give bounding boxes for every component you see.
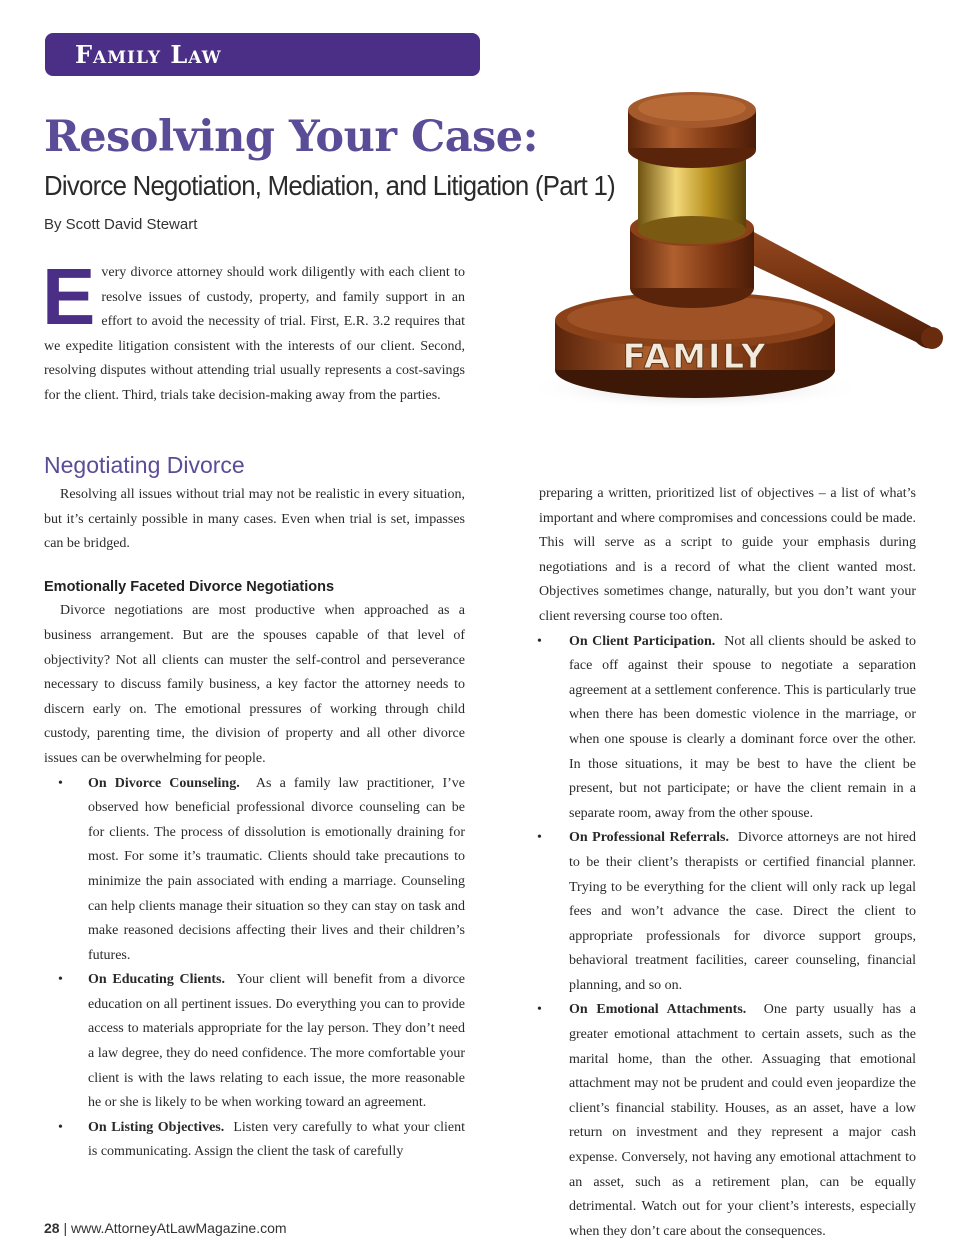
right-continuation: preparing a written, prioritized list of objectives – a list of what’s important and where compromises and concessions could be made. This will serve as a script to guide your emphasis during negotiations and is a record of what the client wanted most. Objectives sometimes change, naturally, but you don’t want your client reversing course too often. (539, 486, 916, 624)
list-item (44, 772, 465, 969)
right-column (539, 482, 916, 1244)
left-column (44, 483, 465, 1165)
intro-text: very divorce attorney should work diligently with each client to resolve issues of custody, property, and family support in an effort to avoid the necessity of trial. First, E.R. 3.2 requires that we expedite litigation consistent with the interests of our client. Second, resolving disputes without attending trial usually represents a cost-savings for the client. Third, trials take decision-making away from the parties. (44, 265, 465, 403)
bullet-lead: On Divorce Counseling. (88, 775, 240, 791)
bullet-lead: On Professional Referrals. (569, 830, 729, 846)
intro-paragraph (42, 252, 465, 409)
bullet-text: Not all clients should be asked to face off against their spouse to negotiate a separation agreement at a settlement conference. This is particularly true when there has been domestic violence in the marriage, or when one spouse is clearly a dominant force over the other. In those situations, it may be best to have the client be present, but not participate; or have the client remain in a separate room, away from the other spouse. (569, 633, 917, 821)
page-footer (44, 1220, 287, 1236)
bullet-text: One party usually has a greater emotional attachment to certain assets, such as the marital home, than the other. Assuaging that emotional attachment may not be prudent and could even jeopardize the client’s financial stability. Houses, as an asset, have a low return on investment and they represent a major cash expense. Conversely, not having any emotional attachment to an asset, such as a retirement plan, can be equally detrimental. Watch out for your client’s interests, especially when they don’t care about the consequences. (569, 1002, 916, 1239)
bullet-lead: On Emotional Attachments. (569, 1002, 747, 1018)
right-bullet-list (539, 630, 916, 1245)
byline: By Scott David Stewart (44, 216, 198, 233)
list-item (539, 826, 916, 998)
page-number: 28 (44, 1220, 60, 1236)
bullet-lead: On Educating Clients. (88, 972, 226, 988)
left-paragraph-1: Resolving all issues without trial may not be realistic in every situation, but it’s certainly possible in many cases. Even when trial is set, impasses can be bridged. (44, 487, 465, 552)
bullet-lead: On Client Participation. (569, 633, 716, 649)
section-banner-label: Family Law (75, 40, 222, 69)
bullet-lead: On Listing Objectives. (88, 1119, 225, 1135)
footer-site-link[interactable]: www.AttorneyAtLawMagazine.com (71, 1220, 287, 1236)
left-bullet-list (44, 772, 465, 1166)
list-item (44, 968, 465, 1116)
list-item (44, 1116, 465, 1165)
section-banner (45, 33, 480, 76)
article-subtitle: Divorce Negotiation, Mediation, and Litigation (Part 1) (44, 170, 615, 201)
footer-separator: | (63, 1220, 68, 1236)
gavel-icon (520, 88, 960, 418)
gavel-label: FAMILY (622, 337, 768, 377)
section-heading: Negotiating Divorce (44, 452, 245, 478)
list-item (539, 998, 916, 1244)
list-item (539, 630, 916, 827)
bullet-text: As a family law practitioner, I’ve observed how beneficial professional divorce counseling can be for clients. The process of dissolution is emotionally draining for most. For some it’s traumatic. Clients should take precautions to minimize the pain associated with ending a marriage. Counseling can help clients manage their situation so they can stay on task and make reasoned decisions affecting their lives and their children’s futures. (88, 775, 465, 963)
left-paragraph-2: Divorce negotiations are most productive when approached as a business arrangement. But are the spouses capable of that level of objectivity? Not all clients can muster the self-control and perseverance necessary to discuss family business, a key factor the attorney needs to discern early on. The emotional pressures of working through child custody, parenting time, the division of property and all other divorce issues can be overwhelming for people. (44, 603, 465, 766)
article-title: Resolving Your Case: (44, 112, 538, 162)
bullet-text: Listen very carefully to what your client is communicating. Assign the client the task of carefully (88, 1119, 466, 1160)
drop-cap: E (42, 252, 96, 341)
bullet-text: Divorce attorneys are not hired to be their client’s therapists or certified financial planner. Trying to be everything for the client will only rack up legal fees and won’t advance the case. Direct the client to appropriate professionals for divorce support groups, behavioral treatment facilities, career counseling, financial planning, and so on. (569, 830, 916, 993)
subheading: Emotionally Faceted Divorce Negotiations (44, 578, 335, 595)
bullet-text: Your client will benefit from a divorce education on all pertinent issues. Do everything you can to provide access to materials appropriate for the lay person. They don’t need a law degree, they do need confidence. The more comfortable your client is with the laws relating to each issue, the more reasonable he or she is likely to be when working toward an agreement. (88, 972, 466, 1111)
